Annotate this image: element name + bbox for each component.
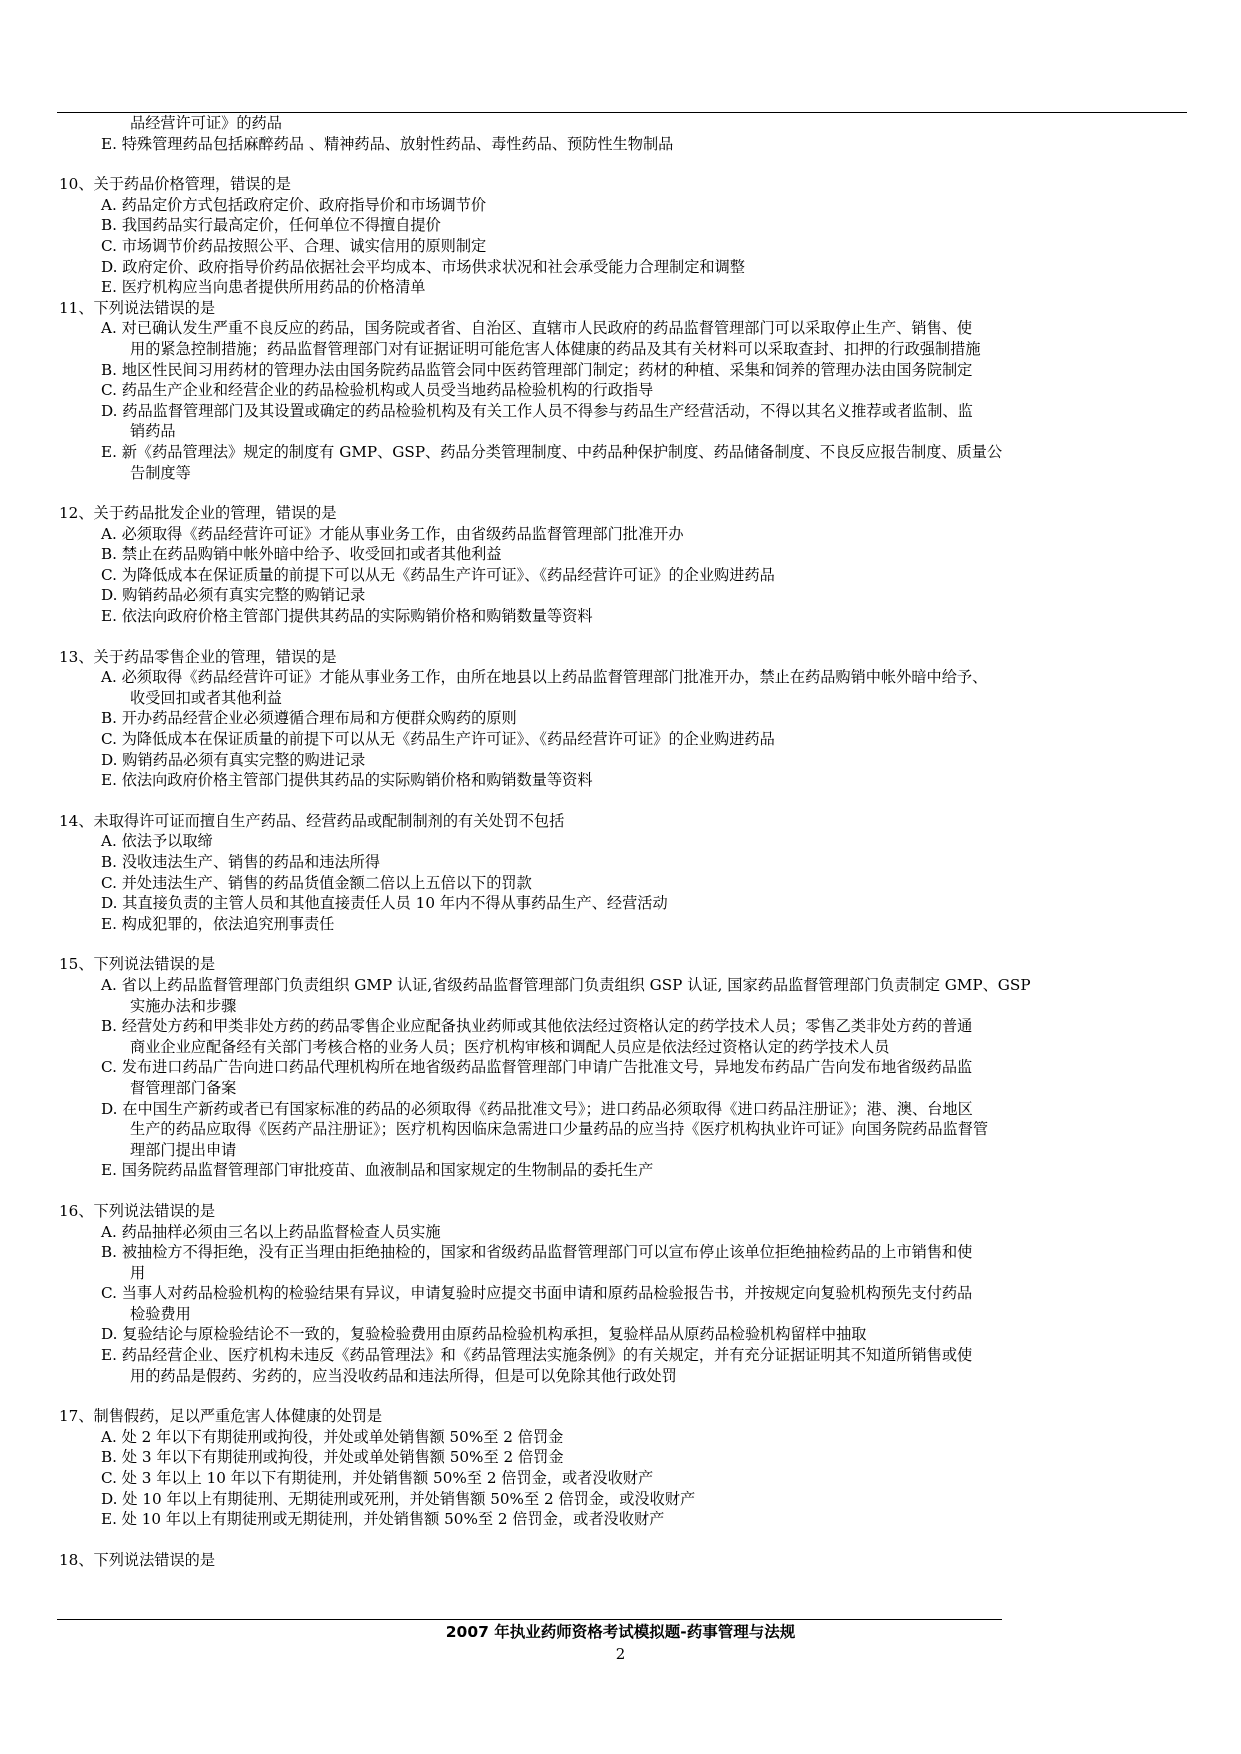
answer-option: E. 依法向政府价格主管部门提供其药品的实际购销价格和购销数量等资料	[101, 771, 593, 790]
answer-option: B. 处 3 年以下有期徒刑或拘役，并处或单处销售额 50%至 2 倍罚金	[101, 1448, 564, 1467]
answer-option: A. 对已确认发生严重不良反应的药品，国务院或者省、自治区、直辖市人民政府的药品监督管理部门可以采取停止生产、销售、使	[101, 319, 973, 338]
continued-text: 告制度等	[130, 463, 191, 482]
answer-option: D. 购销药品必须有真实完整的购进记录	[101, 750, 366, 769]
blank-line	[57, 483, 1187, 503]
answer-option: D. 其直接负责的主管人员和其他直接责任人员 10 年内不得从事药品生产、经营活动	[101, 894, 668, 913]
continued-text: 销药品	[130, 422, 176, 441]
blank-line	[57, 791, 1187, 811]
answer-option: E. 构成犯罪的，依法追究刑事责任	[101, 914, 335, 933]
answer-option: E. 新《药品管理法》规定的制度有 GMP、GSP、药品分类管理制度、中药品种保护制度、药品储备制度、不良反应报告制度、质量公	[101, 442, 1003, 461]
continued-text: 收受回扣或者其他利益	[130, 688, 282, 707]
answer-option: A. 依法予以取缔	[101, 832, 213, 851]
answer-option: C. 并处违法生产、销售的药品货值金额二倍以上五倍以下的罚款	[101, 873, 532, 892]
question-list	[57, 113, 1187, 1570]
answer-option: B. 禁止在药品购销中帐外暗中给予、收受回扣或者其他利益	[101, 545, 502, 564]
answer-option: E. 医疗机构应当向患者提供所用药品的价格清单	[101, 278, 426, 297]
question-stem: 14、未取得许可证而擅自生产药品、经营药品或配制制剂的有关处罚不包括	[59, 811, 565, 830]
answer-option: B. 被抽检方不得拒绝，没有正当理由拒绝抽检的，国家和省级药品监督管理部门可以宣布停止该单位拒绝抽检药品的上市销售和使	[101, 1243, 973, 1262]
continued-text: 检验费用	[130, 1304, 191, 1323]
answer-option: D. 政府定价、政府指导价药品依据社会平均成本、市场供求状况和社会承受能力合理制定和调整	[101, 257, 745, 276]
page-number: 2	[615, 1645, 626, 1663]
question-stem: 13、关于药品零售企业的管理，错误的是	[59, 647, 337, 666]
question-stem: 15、下列说法错误的是	[59, 955, 216, 974]
continued-text: 用的药品是假药、劣药的，应当没收药品和违法所得，但是可以免除其他行政处罚	[130, 1366, 677, 1385]
continued-text: 用	[130, 1263, 146, 1282]
question-stem: 16、下列说法错误的是	[59, 1201, 216, 1220]
answer-option: E. 处 10 年以上有期徒刑或无期徒刑，并处销售额 50%至 2 倍罚金，或者没收财产	[101, 1510, 665, 1529]
answer-option: C. 市场调节价药品按照公平、合理、诚实信用的原则制定	[101, 236, 487, 255]
blank-line	[57, 627, 1187, 647]
answer-option: C. 当事人对药品检验机构的检验结果有异议，申请复验时应提交书面申请和原药品检验报告书，并按规定向复验机构预先支付药品	[101, 1284, 973, 1303]
answer-option: A. 省以上药品监督管理部门负责组织 GMP 认证,省级药品监督管理部门负责组织 GSP 认证, 国家药品监督管理部门负责制定 GMP、GSP	[101, 975, 1031, 994]
question-stem: 18、下列说法错误的是	[59, 1550, 216, 1569]
answer-option: D. 药品监督管理部门及其设置或确定的药品检验机构及有关工作人员不得参与药品生产经营活动，不得以其名义推荐或者监制、监	[101, 401, 973, 420]
continued-text: 实施办法和步骤	[130, 996, 237, 1015]
footer-title: 2007 年执业药师资格考试模拟题-药事管理与法规	[445, 1623, 796, 1641]
question-stem: 17、制售假药，足以严重危害人体健康的处罚是	[59, 1407, 383, 1426]
answer-option: C. 处 3 年以上 10 年以下有期徒刑，并处销售额 50%至 2 倍罚金，或者没收财产	[101, 1469, 654, 1488]
answer-option: E. 国务院药品监督管理部门审批疫苗、血液制品和国家规定的生物制品的委托生产	[101, 1161, 654, 1180]
answer-option: D. 处 10 年以上有期徒刑、无期徒刑或死刑，并处销售额 50%至 2 倍罚金，或没收财产	[101, 1489, 696, 1508]
continued-text: 理部门提出申请	[130, 1140, 237, 1159]
answer-option: C. 为降低成本在保证质量的前提下可以从无《药品生产许可证》、《药品经营许可证》的企业购进药品	[101, 565, 775, 584]
continued-text: 督管理部门备案	[130, 1078, 237, 1097]
answer-option: B. 没收违法生产、销售的药品和违法所得	[101, 853, 381, 871]
answer-option: A. 药品抽样必须由三名以上药品监督检查人员实施	[101, 1222, 441, 1241]
continued-text: 品经营许可证》的药品	[130, 114, 282, 132]
answer-option: B. 开办药品经营企业必须遵循合理布局和方便群众购药的原则	[101, 709, 517, 728]
answer-option: B. 地区性民间习用药材的管理办法由国务院药品监管会同中医药管理部门制定；药材的种植、采集和饲养的管理办法由国务院制定	[101, 360, 973, 379]
answer-option: E. 特殊管理药品包括麻醉药品 、精神药品、放射性药品、毒性药品、预防性生物制品	[101, 134, 674, 153]
question-stem: 11、下列说法错误的是	[59, 298, 216, 317]
continued-text: 商业企业应配备经有关部门考核合格的业务人员；医疗机构审核和调配人员应是依法经过资格认定的药学技术人员	[130, 1037, 890, 1056]
question-stem: 10、关于药品价格管理，错误的是	[59, 175, 291, 194]
answer-option: E. 依法向政府价格主管部门提供其药品的实际购销价格和购销数量等资料	[101, 607, 593, 626]
answer-option: D. 购销药品必须有真实完整的购销记录	[101, 586, 366, 605]
blank-line	[57, 1181, 1187, 1201]
continued-text: 生产的药品应取得《医药产品注册证》；医疗机构因临床急需进口少量药品的应当持《医疗机构执业许可证》向国务院药品监督管	[130, 1120, 989, 1139]
answer-option: E. 药品经营企业、医疗机构未违反《药品管理法》和《药品管理法实施条例》的有关规定，并有充分证据证明其不知道所销售或使	[101, 1346, 973, 1365]
blank-line	[57, 1530, 1187, 1550]
answer-option: B. 经营处方药和甲类非处方药的药品零售企业应配备执业药师或其他依法经过资格认定的药学技术人员；零售乙类非处方药的普通	[101, 1017, 973, 1036]
answer-option: C. 发布进口药品广告向进口药品代理机构所在地省级药品监督管理部门申请广告批准文号，异地发布药品广告向发布地省级药品监	[101, 1058, 973, 1077]
footer-rule	[57, 1619, 1002, 1620]
answer-option: A. 处 2 年以下有期徒刑或拘役，并处或单处销售额 50%至 2 倍罚金	[101, 1427, 564, 1446]
answer-option: B. 我国药品实行最高定价，任何单位不得擅自提价	[101, 216, 441, 235]
answer-option: A. 药品定价方式包括政府定价、政府指导价和市场调节价	[101, 195, 487, 214]
answer-option: D. 在中国生产新药或者已有国家标准的药品的必须取得《药品批准文号》；进口药品必须取得《进口药品注册证》；港、澳、台地区	[101, 1099, 973, 1118]
answer-option: D. 复验结论与原检验结论不一致的，复验检验费用由原药品检验机构承担，复验样品从原药品检验机构留样中抽取	[101, 1325, 867, 1344]
answer-option: C. 药品生产企业和经营企业的药品检验机构或人员受当地药品检验机构的行政指导	[101, 381, 654, 400]
answer-option: A. 必须取得《药品经营许可证》才能从事业务工作，由所在地县以上药品监督管理部门批准开办，禁止在药品购销中帐外暗中给予、	[101, 668, 988, 687]
blank-line	[57, 1386, 1187, 1406]
answer-option: A. 必须取得《药品经营许可证》才能从事业务工作，由省级药品监督管理部门批准开办	[101, 524, 684, 543]
blank-line	[57, 154, 1187, 174]
blank-line	[57, 934, 1187, 954]
continued-text: 用的紧急控制措施；药品监督管理部门对有证据证明可能危害人体健康的药品及其有关材料可以采取查封、扣押的行政强制措施	[130, 339, 981, 358]
question-stem: 12、关于药品批发企业的管理，错误的是	[59, 504, 337, 523]
answer-option: C. 为降低成本在保证质量的前提下可以从无《药品生产许可证》、《药品经营许可证》的企业购进药品	[101, 730, 775, 749]
